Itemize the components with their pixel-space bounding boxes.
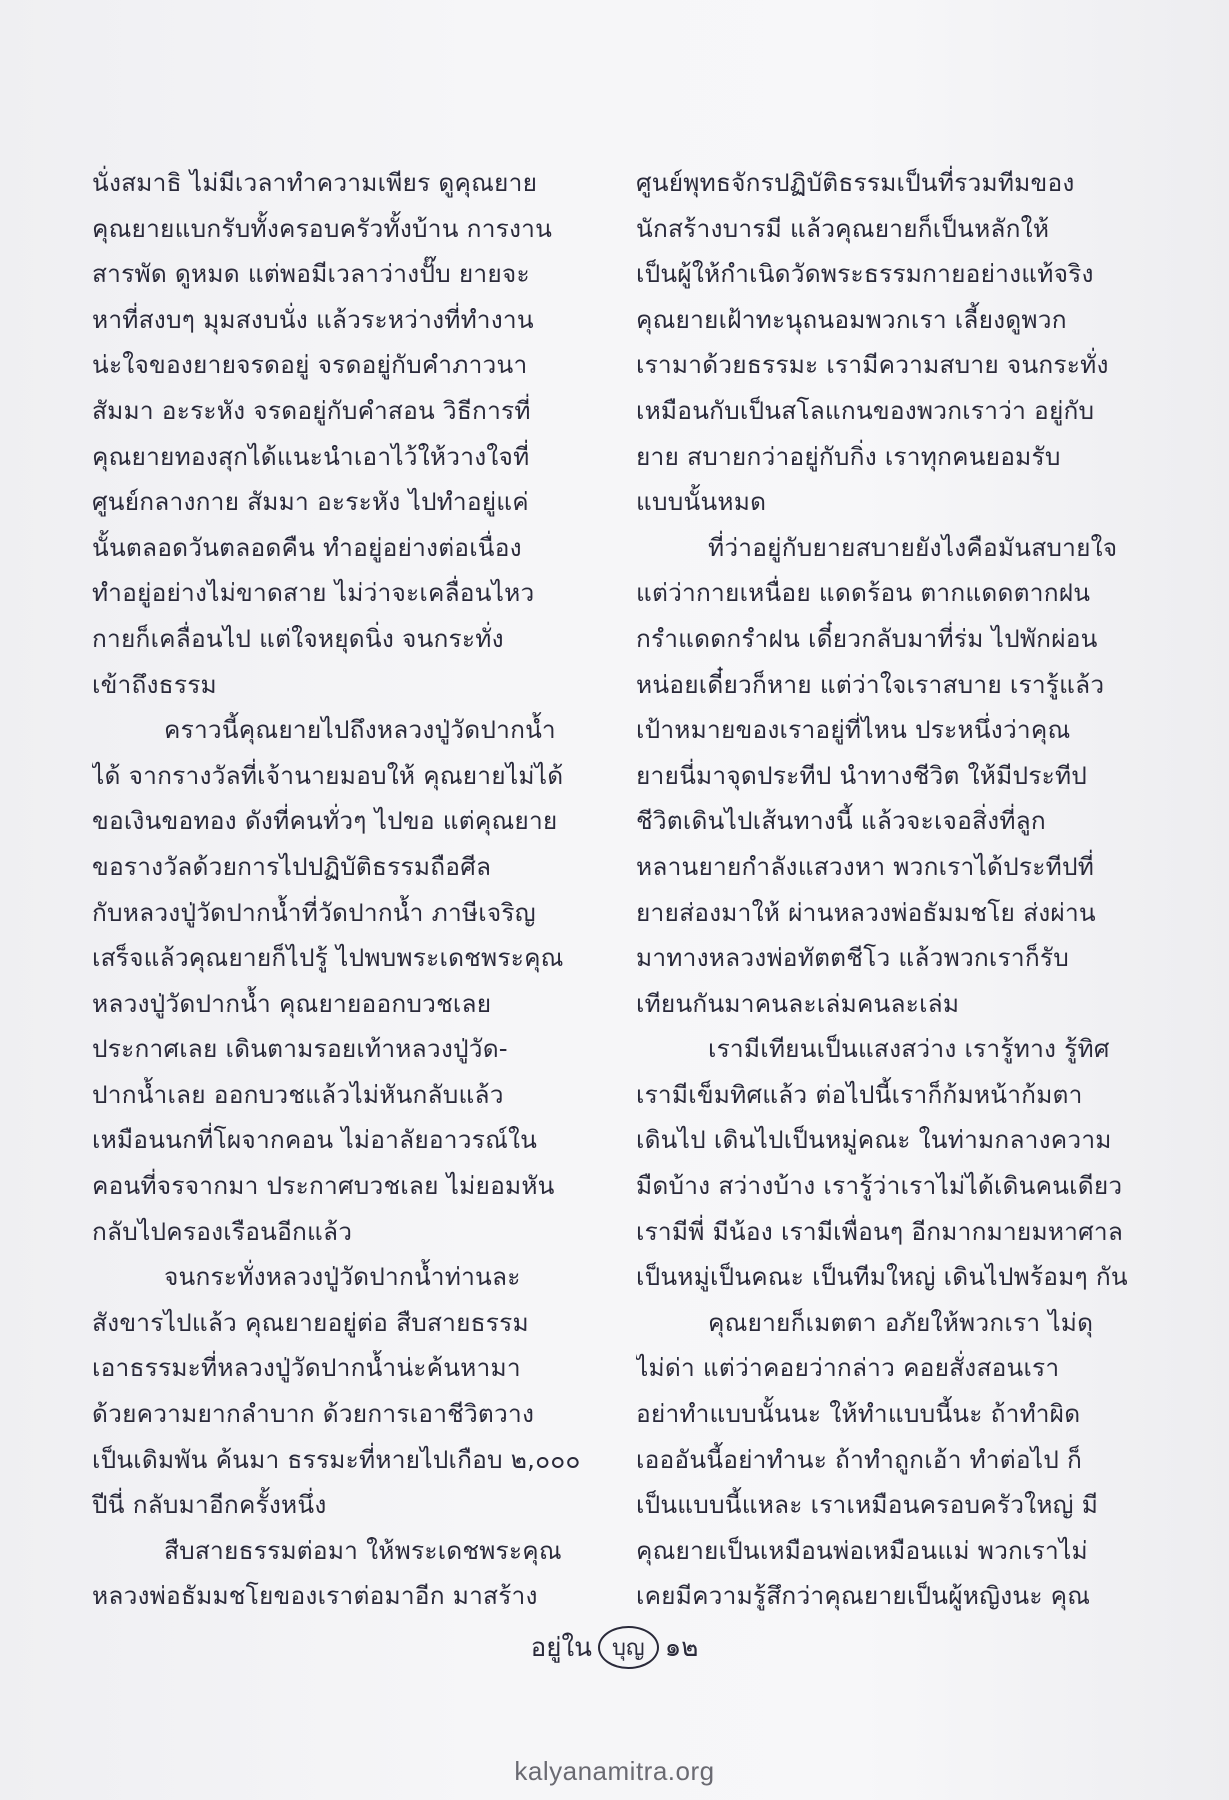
text-line: เป็นหมู่เป็นคณะ เป็นทีมใหญ่ เดินไปพร้อมๆ กัน	[636, 1262, 1128, 1292]
text-line: ขอรางวัลด้วยการไปปฏิบัติธรรมถือศีล	[92, 851, 492, 881]
text-line: เหมือนนกที่โผจากคอน ไม่อาลัยอาวรณ์ใน	[92, 1125, 538, 1155]
text-line: เรามีเทียนเป็นแสงสว่าง เรารู้ทาง รู้ทิศ	[708, 1034, 1110, 1064]
text-line: เคยมีความรู้สึกว่าคุณยายเป็นผู้หญิงนะ คุณ	[636, 1581, 1091, 1611]
text-line: เรามีเข็มทิศแล้ว ต่อไปนี้เราก็ก้มหน้าก้มตา	[636, 1079, 1083, 1109]
text-line: เรามาด้วยธรรมะ เรามีความสบาย จนกระทั่ง	[636, 350, 1109, 380]
text-line: ชีวิตเดินไปเส้นทางนี้ แล้วจะเจอสิ่งที่ลูก	[636, 806, 1046, 836]
text-line: แต่ว่ากายเหนื่อย แดดร้อน ตากแดดตากฝน	[636, 578, 1091, 608]
text-line: หน่อยเดี๋ยวก็หาย แต่ว่าใจเราสบาย เรารู้แล้ว	[636, 669, 1105, 699]
text-line: คุณยายเฝ้าทะนุถนอมพวกเรา เลี้ยงดูพวก	[636, 304, 1067, 334]
text-line: นั้นตลอดวันตลอดคืน ทำอยู่อย่างต่อเนื่อง	[92, 532, 522, 562]
text-line: น่ะใจของยายจรดอยู่ จรดอยู่กับคำภาวนา	[92, 350, 528, 380]
text-line: นักสร้างบารมี แล้วคุณยายก็เป็นหลักให้	[636, 213, 1050, 243]
text-line: จนกระทั่งหลวงปู่วัดปากน้ำท่านละ	[164, 1262, 521, 1292]
page-number: ๑๒	[664, 1633, 699, 1663]
text-line: หาที่สงบๆ มุมสงบนั่ง แล้วระหว่างที่ทำงาน	[92, 304, 534, 334]
text-line: สืบสายธรรมต่อมา ให้พระเดชพระคุณ	[164, 1535, 562, 1565]
text-line: เป็นแบบนี้แหละ เราเหมือนครอบครัวใหญ่ มี	[636, 1490, 1099, 1520]
text-line: หลวงปู่วัดปากน้ำ คุณยายออกบวชเลย	[92, 988, 492, 1018]
text-line: อย่าทำแบบนั้นนะ ให้ทำแบบนี้นะ ถ้าทำผิด	[636, 1399, 1081, 1429]
text-line: มาทางหลวงพ่อทัตตชีโว แล้วพวกเราก็รับ	[636, 943, 1069, 973]
text-line: เป็นผู้ให้กำเนิดวัดพระธรรมกายอย่างแท้จริง	[636, 259, 1094, 289]
text-line: ทำอยู่อย่างไม่ขาดสาย ไม่ว่าจะเคลื่อนไหว	[92, 578, 535, 608]
text-line: สารพัด ดูหมด แต่พอมีเวลาว่างปั๊บ ยายจะ	[92, 259, 530, 289]
right-text-column	[636, 160, 1136, 1619]
text-line: ยายนี่มาจุดประทีป นำทางชีวิต ให้มีประทีป	[636, 760, 1088, 790]
text-line: คุณยายก็เมตตา อภัยให้พวกเรา ไม่ดุ	[708, 1307, 1094, 1337]
text-line: ศูนย์พุทธจักรปฏิบัติธรรมเป็นที่รวมทีมของ	[636, 168, 1075, 197]
text-line: มืดบ้าง สว่างบ้าง เรารู้ว่าเราไม่ได้เดินคนเดียว	[636, 1171, 1123, 1201]
text-line: เข้าถึงธรรม	[92, 669, 217, 699]
text-line: สัมมา อะระหัง จรดอยู่กับคำสอน วิธีการที่	[92, 395, 531, 425]
text-line: กลับไปครองเรือนอีกแล้ว	[92, 1216, 353, 1246]
text-line: กายก็เคลื่อนไป แต่ใจหยุดนิ่ง จนกระทั่ง	[92, 623, 504, 653]
text-line: เป็นเดิมพัน ค้นมา ธรรมะที่หายไปเกือบ ๒,๐๐๐	[92, 1444, 581, 1474]
text-line: หลวงพ่อธัมมชโยของเราต่อมาอีก มาสร้าง	[92, 1581, 538, 1611]
text-line: ไม่ด่า แต่ว่าคอยว่ากล่าว คอยสั่งสอนเรา	[636, 1353, 1060, 1383]
left-text-column	[92, 160, 592, 1619]
text-line: ด้วยความยากลำบาก ด้วยการเอาชีวิตวาง	[92, 1399, 535, 1429]
logo-badge: บุญ	[598, 1626, 659, 1669]
text-line: ได้ จากรางวัลที่เจ้านายมอบให้ คุณยายไม่ได้	[92, 760, 564, 790]
text-line: เสร็จแล้วคุณยายก็ไปรู้ ไปพบพระเดชพระคุณ	[92, 943, 564, 973]
text-line: เอาธรรมะที่หลวงปู่วัดปากน้ำน่ะค้นหามา	[92, 1353, 521, 1383]
text-line: ที่ว่าอยู่กับยายสบายยังไงคือมันสบายใจ	[708, 532, 1118, 562]
text-line: เรามีพี่ มีน้อง เรามีเพื่อนๆ อีกมากมายมหาศาล	[636, 1216, 1124, 1246]
text-line: สังขารไปแล้ว คุณยายอยู่ต่อ สืบสายธรรม	[92, 1307, 529, 1337]
text-line: ยายส่องมาให้ ผ่านหลวงพ่อธัมมชโย ส่งผ่าน	[636, 897, 1096, 927]
text-line: เดินไป เดินไปเป็นหมู่คณะ ในท่ามกลางความ	[636, 1125, 1112, 1155]
text-line: ยาย สบายกว่าอยู่กับกิ่ง เราทุกคนยอมรับ	[636, 441, 1061, 471]
text-line: ประกาศเลย เดินตามรอยเท้าหลวงปู่วัด-	[92, 1034, 508, 1064]
page-footer	[0, 1626, 1229, 1669]
text-line: คุณยายแบกรับทั้งครอบครัวทั้งบ้าน การงาน	[92, 213, 553, 243]
text-line: เทียนกันมาคนละเล่มคนละเล่ม	[636, 988, 960, 1018]
text-line: กรำแดดกรำฝน เดี๋ยวกลับมาที่ร่ม ไปพักผ่อน	[636, 623, 1098, 653]
website-watermark: kalyanamitra.org	[514, 1756, 715, 1786]
text-line: คุณยายทองสุกได้แนะนำเอาไว้ให้วางใจที่	[92, 441, 530, 471]
text-line: คุณยายเป็นเหมือนพ่อเหมือนแม่ พวกเราไม่	[636, 1535, 1088, 1565]
magazine-logo	[531, 1626, 699, 1669]
logo-text: อยู่ใน	[530, 1633, 592, 1663]
text-line: หลานยายกำลังแสวงหา พวกเราได้ประทีปที่	[636, 851, 1095, 881]
text-line: ปากน้ำเลย ออกบวชแล้วไม่หันกลับแล้ว	[92, 1079, 504, 1109]
text-line: นั่งสมาธิ ไม่มีเวลาทำความเพียร ดูคุณยาย	[92, 168, 538, 197]
text-line: คอนที่จรจากมา ประกาศบวชเลย ไม่ยอมหัน	[92, 1171, 555, 1201]
text-line: กับหลวงปู่วัดปากน้ำที่วัดปากน้ำ ภาษีเจริญ	[92, 897, 536, 927]
text-line: ศูนย์กลางกาย สัมมา อะระหัง ไปทำอยู่แค่	[92, 487, 529, 517]
text-line: เอออันนี้อย่าทำนะ ถ้าทำถูกเอ้า ทำต่อไป ก็	[636, 1444, 1083, 1474]
text-line: แบบนั้นหมด	[636, 487, 767, 517]
text-line: คราวนี้คุณยายไปถึงหลวงปู่วัดปากน้ำ	[164, 715, 556, 745]
text-line: เป้าหมายของเราอยู่ที่ไหน ประหนึ่งว่าคุณ	[636, 715, 1071, 745]
text-line: ปีนี่ กลับมาอีกครั้งหนึ่ง	[92, 1490, 327, 1520]
text-line: ขอเงินขอทอง ดังที่คนทั่วๆ ไปขอ แต่คุณยาย	[92, 806, 558, 836]
text-line: เหมือนกับเป็นสโลแกนของพวกเราว่า อยู่กับ	[636, 395, 1095, 425]
